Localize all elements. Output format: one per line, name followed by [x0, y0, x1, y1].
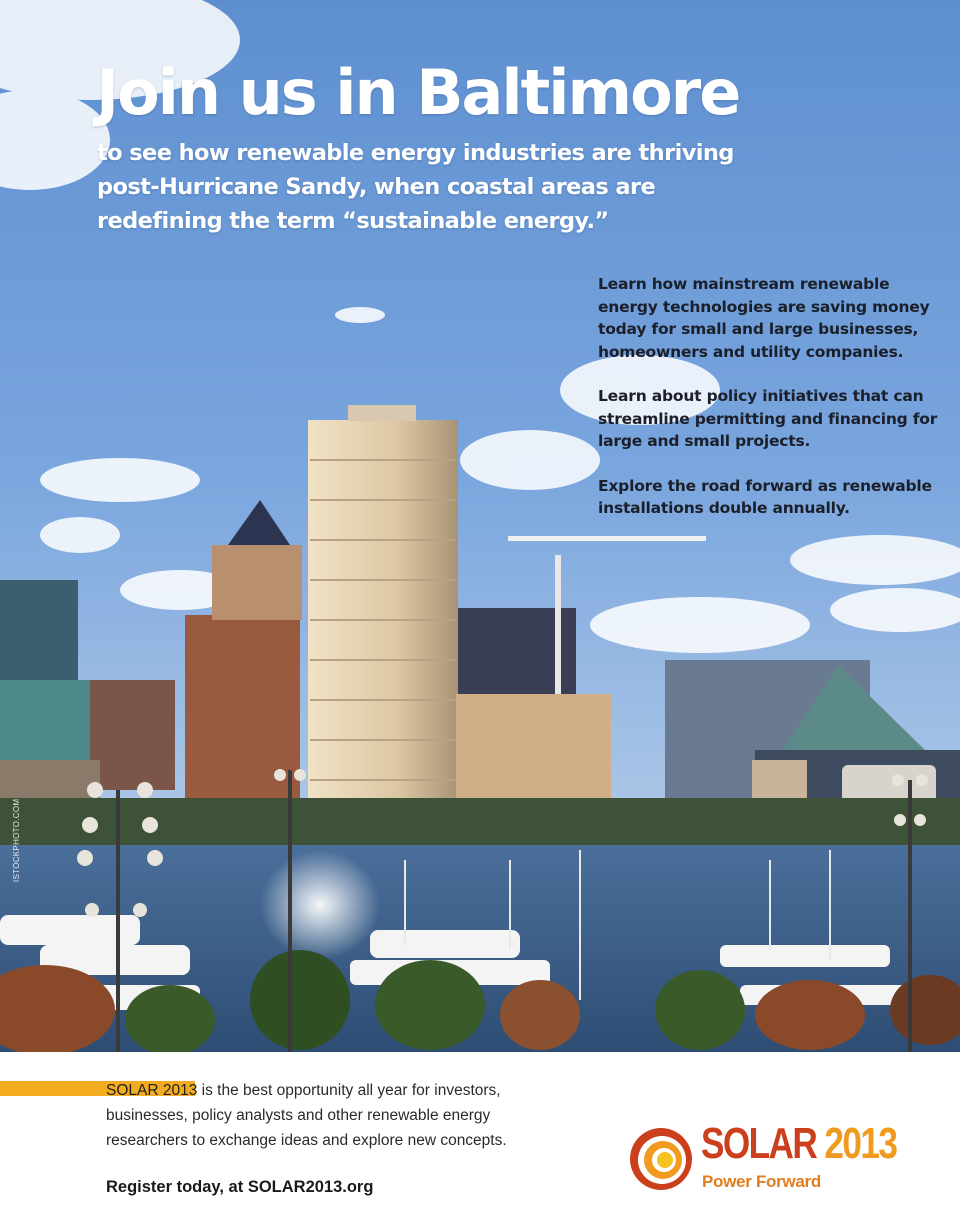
benefit-item: Explore the road forward as renewable installations double annually. [598, 476, 932, 517]
subheadline: to see how renewable energy industries are thriving post-Hurricane Sandy, when coastal areas are redefining the term “sustainable energy.” [97, 140, 734, 234]
register-call-to-action: Register today, at SOLAR2013.org [106, 1178, 374, 1196]
benefit-item: Learn about policy initiatives that can streamline permitting and financing for large and small projects. [598, 387, 938, 450]
logo-word-year: 2013 [824, 1119, 897, 1168]
event-description-text: is the best opportunity all year for investors, businesses, policy analysts and other renewable energy researchers to exchange ideas and explore new concepts. [106, 1082, 507, 1149]
headline: Join us in Baltimore [96, 56, 740, 129]
event-description [106, 1078, 576, 1153]
sun-icon [628, 1126, 694, 1192]
benefit-item: Learn how mainstream renewable energy technologies are saving money today for small and large businesses, homeowners and utility companies. [598, 275, 930, 361]
logo-wordmark [701, 1119, 897, 1168]
event-name: SOLAR 2013 [106, 1082, 198, 1099]
logo-word-solar: SOLAR [701, 1119, 817, 1168]
photo-credit: ISTOCKPHOTO.COM [12, 798, 21, 882]
solar-2013-logo [628, 1119, 918, 1196]
logo-tagline: Power Forward [702, 1172, 821, 1191]
benefit-list [598, 273, 948, 542]
